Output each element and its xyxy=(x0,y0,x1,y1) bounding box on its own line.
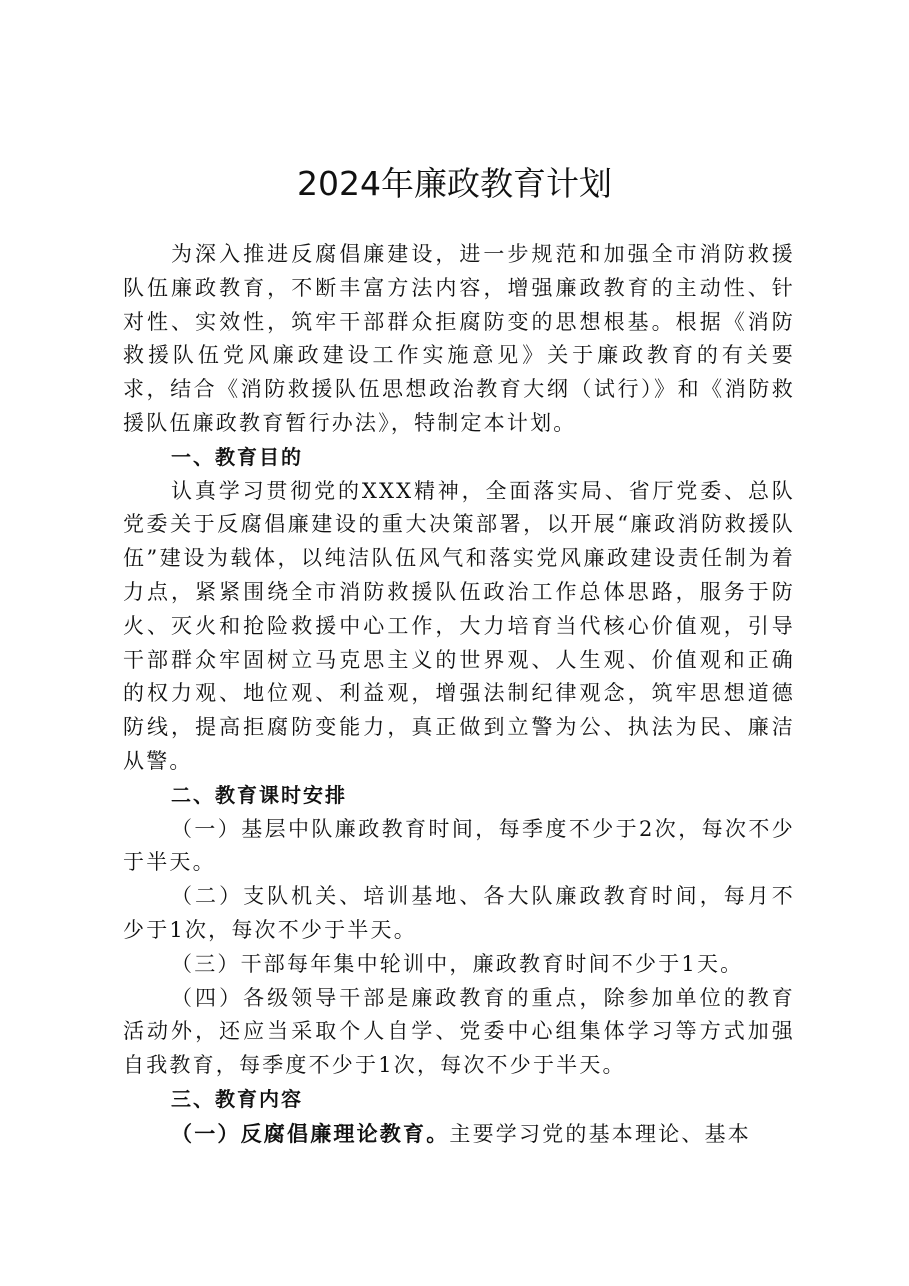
section-heading-content: 三、教育内容 xyxy=(171,1086,303,1111)
content-item-1-lead: （一）反腐倡廉理论教育。 xyxy=(171,1120,450,1146)
intro-paragraph: 为深入推进反腐倡廉建设，进一步规范和加强全市消防救援队伍廉政教育，不断丰富方法内容，增强廉政教育的主动性、针对性、实效性，筑牢干部群众拒腐防变的思想根基。根据《消防救援队伍党风廉政建设工作实施意见》关于廉政教育的有关要求，结合《消防救援队伍思想政治教育大纲（试行）》和《消防救援队伍廉政教育暂行办法》，特制定本计划。 xyxy=(123,242,795,435)
content-item-1-text: 主要学习党的基本理论、基本 xyxy=(449,1121,752,1146)
schedule-item-3: （三）干部每年集中轮训中，廉政教育时间不少于1天。 xyxy=(171,951,744,976)
schedule-item-4: （四）各级领导干部是廉政教育的重点，除参加单位的教育活动外，还应当采取个人自学、党委中心组集体学习等方式加强自我教育，每季度不少于1次，每次不少于半天。 xyxy=(123,985,795,1078)
section-heading-schedule: 二、教育课时安排 xyxy=(171,782,347,807)
schedule-item-2: （二）支队机关、培训基地、各大队廉政教育时间，每月不少于1次，每次不少于半天。 xyxy=(123,884,795,942)
document-body xyxy=(123,238,795,1152)
section-heading-purpose: 一、教育目的 xyxy=(171,444,303,469)
content-item-1 xyxy=(123,1117,795,1152)
purpose-paragraph: 认真学习贯彻党的XXX精神，全面落实局、省厅党委、总队党委关于反腐倡廉建设的重大决策部署，以开展“廉政消防救援队伍”建设为载体，以纯洁队伍风气和落实党风廉政建设责任制为着力点，紧紧围绕全市消防救援队伍政治工作总体思路，服务于防火、灭火和抢险救援中心工作，大力培育当代核心价值观，引导干部群众牢固树立马克思主义的世界观、人生观、价值观和正确的权力观、地位观、利益观，增强法制纪律观念，筑牢思想道德防线，提高拒腐防变能力，真正做到立警为公、执法为民、廉洁从警。 xyxy=(123,478,795,773)
schedule-item-1: （一）基层中队廉政教育时间，每季度不少于2次，每次不少于半天。 xyxy=(123,816,795,875)
document-title: 2024年廉政教育计划 xyxy=(297,164,612,203)
